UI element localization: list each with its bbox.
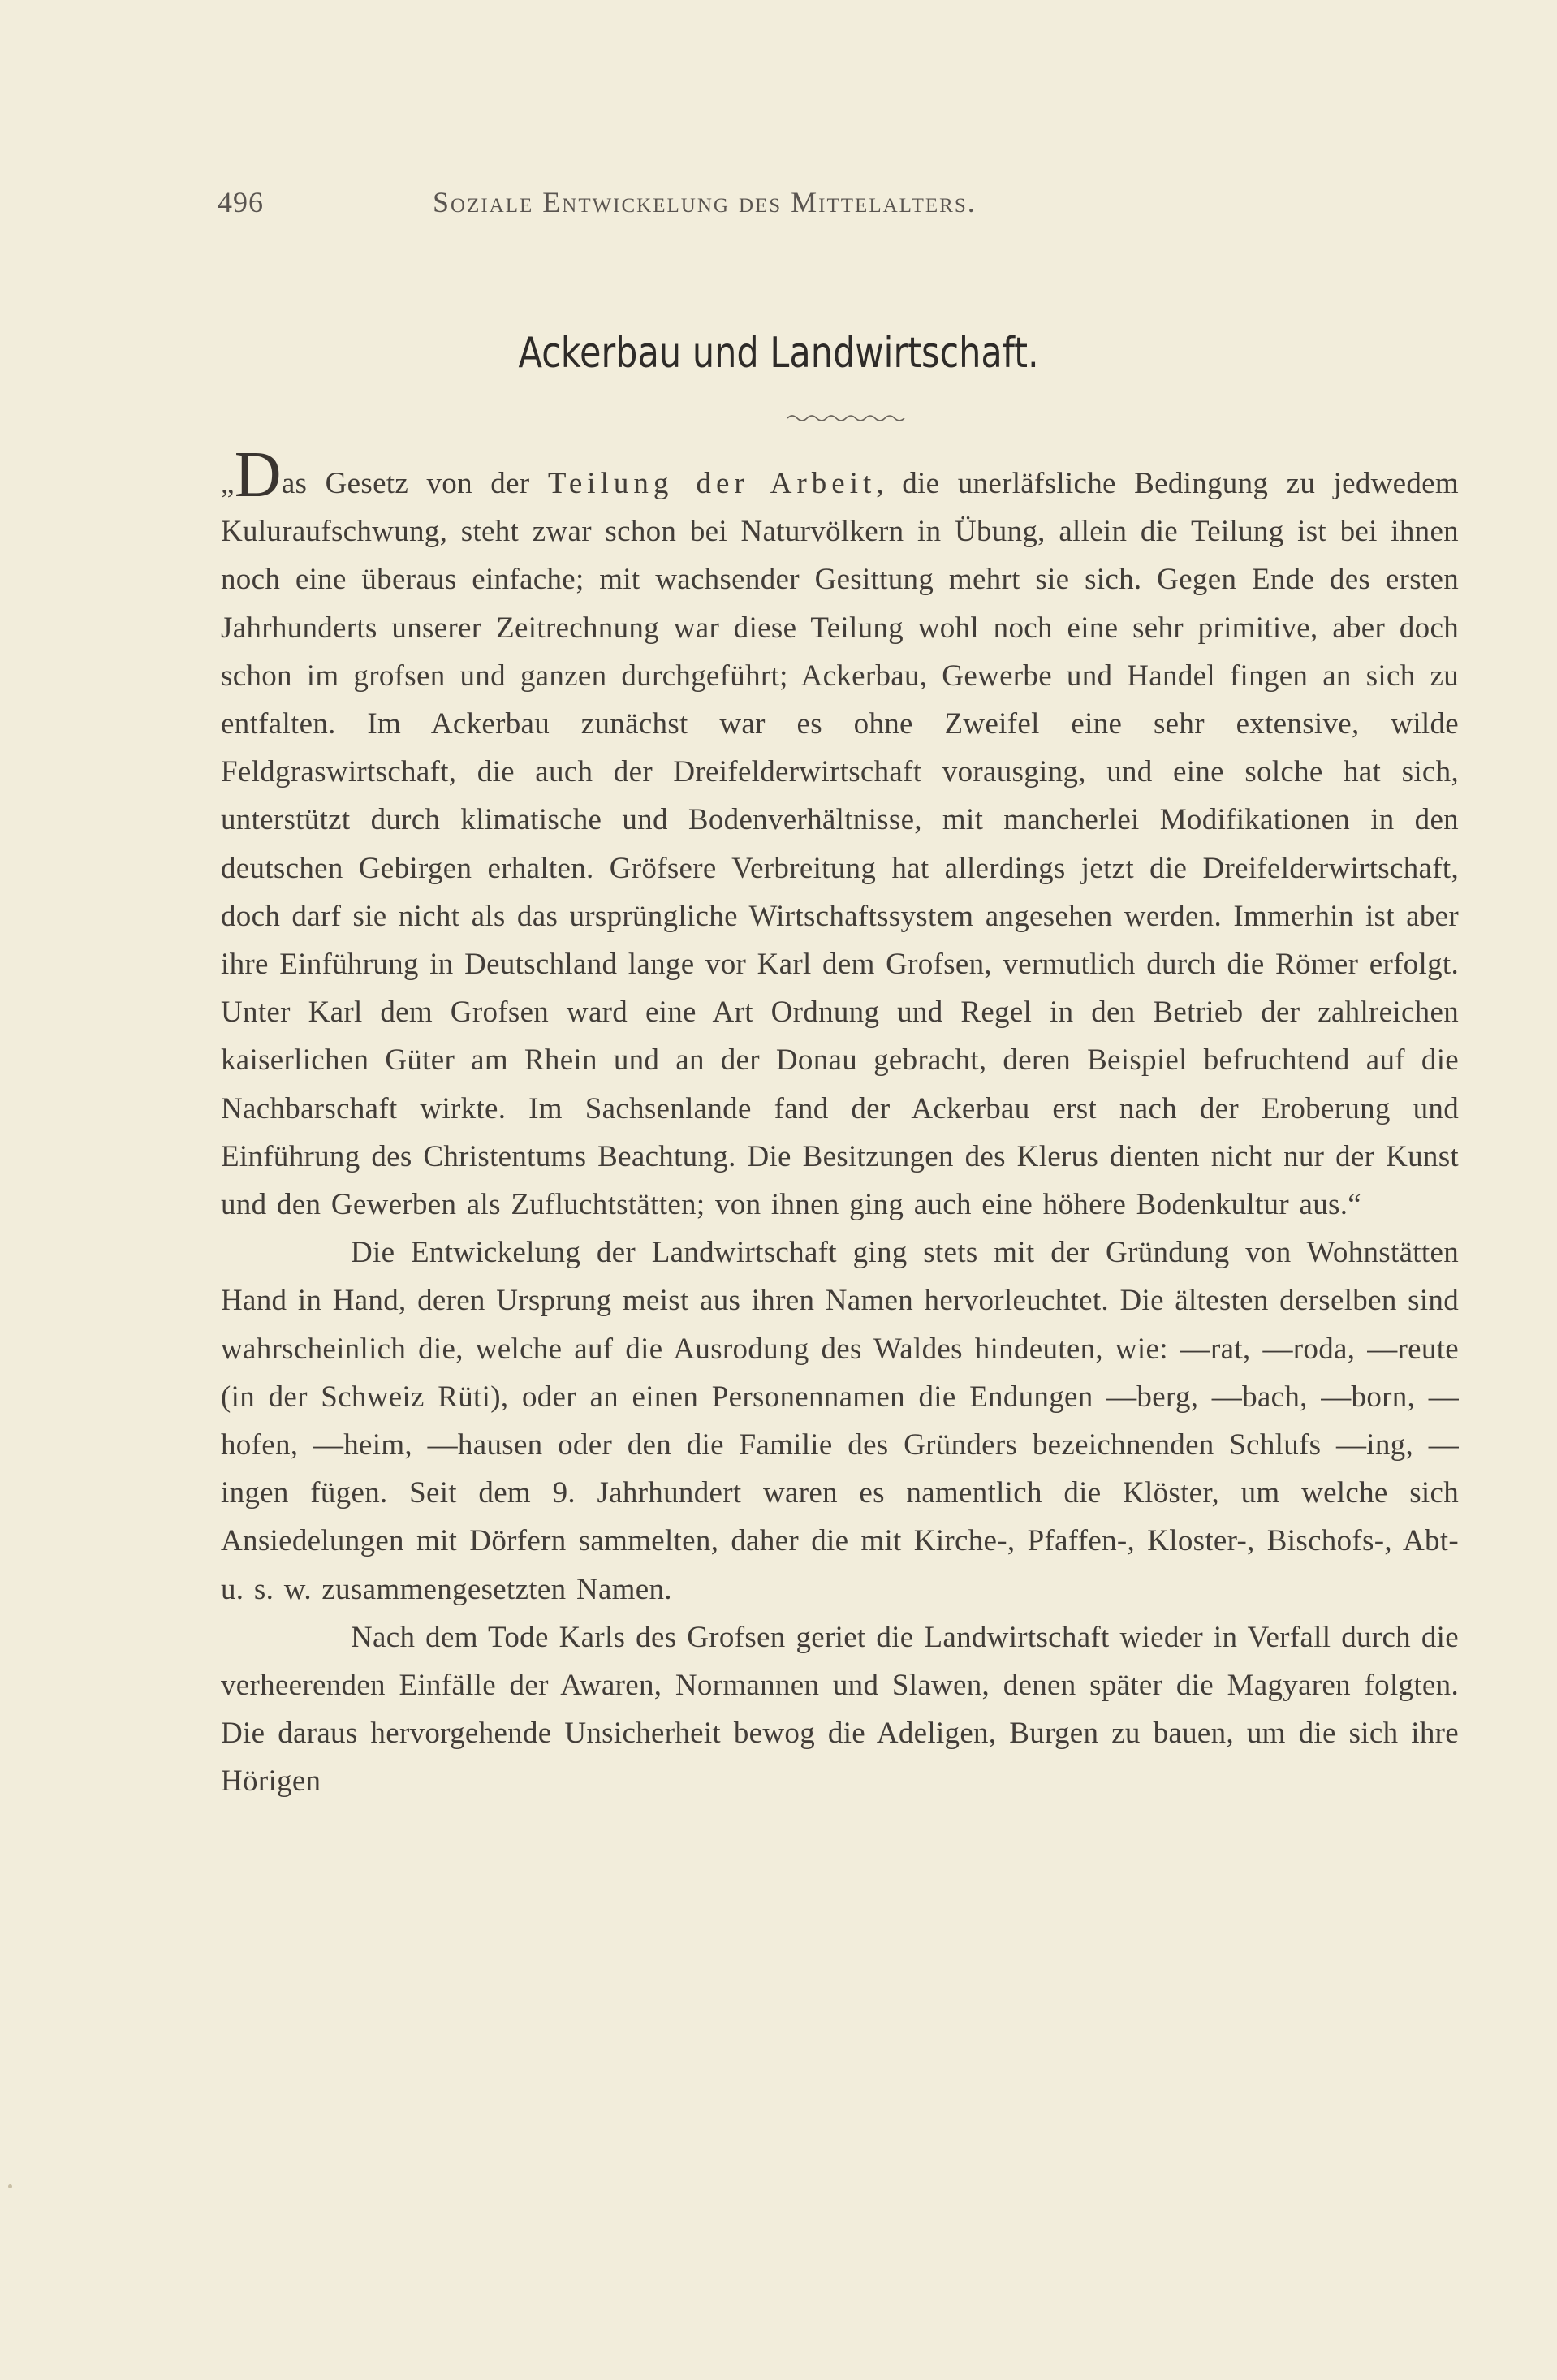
paper-speck	[8, 2184, 12, 2188]
paragraph-2: Die Entwickelung der Landwirtschaft ging stets mit der Gründung von Wohnstätten Hand in Hand, deren Ursprung meist aus ihren Namen hervorleuchtet. Die ältesten derselben sind wahrscheinlich die, welche auf die Ausrodung des Waldes hindeuten, wie: —rat, —roda, —reute (in der Schweiz Rüti), oder an einen Personennamen die Endungen —berg, —bach, —born, —hofen, —heim, —hausen oder den die Familie des Gründers bezeichnenden Schlufs —ing, —ingen fügen. Seit dem 9. Jahrhundert waren es namentlich die Klöster, um welche sich Ansiedelungen mit Dörfern sammelten, daher die mit Kirche-, Pfaffen-, Kloster-, Bischofs-, Abt- u. s. w. zusammengesetzten Namen.	[221, 1236, 1459, 1606]
section-title: Ackerbau und Landwirtschaft.	[518, 329, 1039, 378]
paragraph-3: Nach dem Tode Karls des Grofsen geriet die Landwirtschaft wieder in Verfall durch die verheerenden Einfälle der Awaren, Normannen und Slawen, denen später die Magyaren folgten. Die daraus hervorgehende Unsicherheit bewog die Adeligen, Burgen zu bauen, um die sich ihre Hörigen	[221, 1620, 1459, 1799]
paragraph-1-start: as Gesetz von der	[281, 467, 548, 500]
open-quote: „	[221, 467, 235, 500]
page-number: 496	[218, 186, 264, 218]
paragraph-1	[221, 439, 1459, 1229]
page-header	[218, 185, 1273, 234]
body-text	[221, 439, 1459, 1806]
spaced-emphasis: Teilung der Arbeit	[547, 467, 877, 500]
drop-cap: D	[234, 439, 282, 511]
ornament-divider	[787, 410, 909, 426]
running-head: Soziale Entwickelung des Mittelalters.	[433, 186, 977, 218]
paragraph-1-body: , die unerläfsliche Bedingung zu jedwedem Kuluraufschwung, steht zwar schon bei Naturvölkern in Übung, allein die Teilung ist bei ihnen noch eine überaus einfache; mit wachsender Gesittung mehrt sie sich. Gegen Ende des ersten Jahrhunderts unserer Zeitrechnung war diese Teilung wohl noch eine sehr primitive, aber doch schon im grofsen und ganzen durchgeführt; Ackerbau, Gewerbe und Handel fingen an sich zu entfalten. Im Ackerbau zunächst war es ohne Zweifel eine sehr extensive, wilde Feldgraswirtschaft, die auch der Dreifelderwirtschaft vorausging, und eine solche hat sich, unterstützt durch klimatische und Bodenverhältnisse, mit mancherlei Modifikationen in den deutschen Gebirgen erhalten. Gröfsere Verbreitung hat allerdings jetzt die Dreifelderwirtschaft, doch darf sie nicht als das ursprüngliche Wirtschaftssystem angesehen werden. Immerhin ist aber ihre Einführung in Deutschland lange vor Karl dem Grofsen, vermutlich durch die Römer erfolgt. Unter Karl dem Grofsen ward eine Art Ordnung und Regel in den Betrieb der zahlreichen kaiserlichen Güter am Rhein und an der Donau gebracht, deren Beispiel befruchtend auf die Nachbarschaft wirkte. Im Sachsenlande fand der Ackerbau erst nach der Eroberung und Einführung des Christentums Beachtung. Die Besitzungen des Klerus dienten nicht nur der Kunst und den Gewerben als Zufluchtstätten; von ihnen ging auch eine höhere Bodenkultur aus.“	[221, 467, 1459, 1222]
